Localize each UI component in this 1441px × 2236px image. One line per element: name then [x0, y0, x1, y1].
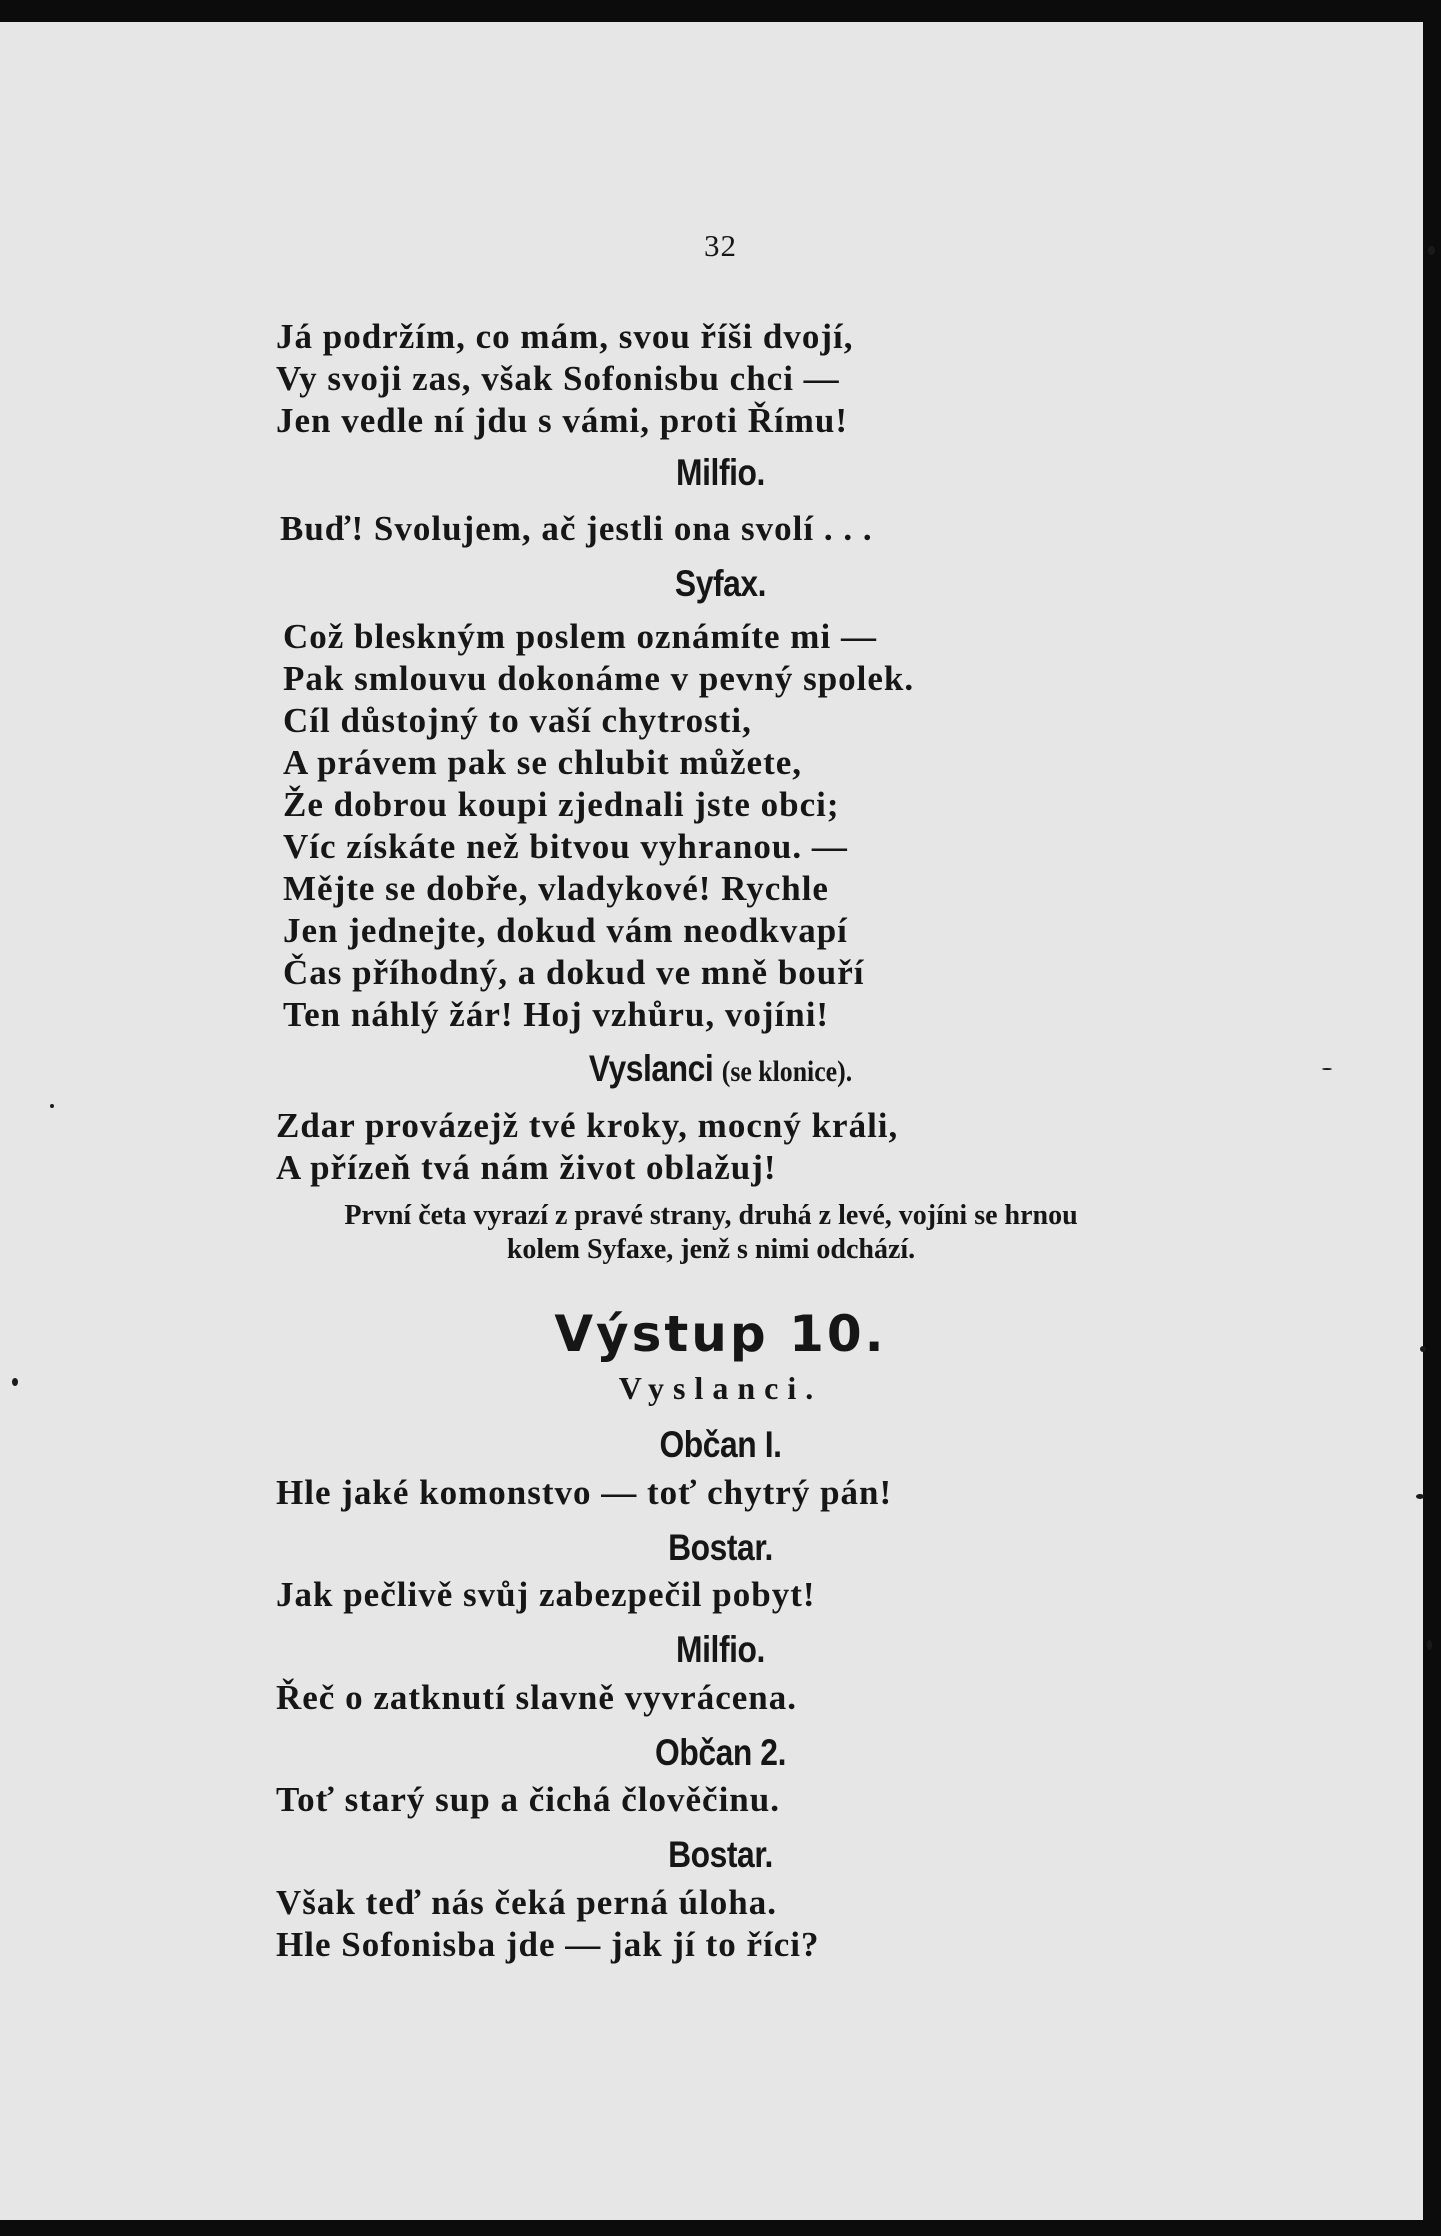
speaker-label: Vyslanci — [588, 1048, 714, 1089]
stage-aside: (se klonice). — [721, 1055, 853, 1088]
verse-line: Toť starý sup a čichá člověčinu. — [276, 1780, 780, 1819]
verse-line: Což bleskným poslem oznámíte mi — — [283, 617, 877, 656]
scan-speck — [1428, 246, 1435, 255]
verse-line: Hle jaké komonstvo — toť chytrý pán! — [276, 1473, 893, 1512]
scan-speck — [1427, 1640, 1432, 1650]
verse-line: Mějte se dobře, vladykové! Rychle — [283, 869, 829, 908]
verse-line: Cíl důstojný to vaší chytrosti, — [283, 701, 752, 740]
scan-speck — [1322, 1068, 1332, 1070]
verse-line: Zdar provázejž tvé kroky, mocný králi, — [276, 1106, 899, 1145]
verse-block — [276, 1882, 819, 1966]
page-number: 32 — [704, 228, 737, 263]
verse-block — [280, 508, 873, 550]
verse-block — [283, 616, 914, 1036]
scene-heading: Výstup 10. — [554, 1305, 887, 1363]
stage-direction-line: kolem Syfaxe, jenž s nimi odchází. — [506, 1234, 916, 1265]
verse-line: A právem pak se chlubit můžete, — [283, 743, 803, 782]
verse-line: Však teď nás čeká perná úloha. — [276, 1883, 777, 1922]
verse-line: Hle Sofonisba jde — jak jí to říci? — [276, 1925, 820, 1964]
verse-line: Víc získáte než bitvou vyhranou. — — [283, 827, 848, 866]
speaker-name: Občan 2. — [655, 1732, 786, 1773]
verse-block — [276, 1105, 898, 1189]
verse-line: Pak smlouvu dokonáme v pevný spolek. — [283, 659, 915, 698]
speaker-name: Bostar. — [668, 1527, 773, 1568]
stage-direction — [186, 1199, 1236, 1267]
verse-line: Čas příhodný, a dokud ve mně bouří — [283, 953, 865, 992]
scene-cast: Vyslanci. — [618, 1370, 823, 1406]
scan-speck — [1420, 1346, 1426, 1352]
speaker-name — [101, 1048, 1340, 1090]
verse-line: Buď! Svolujem, ač jestli ona svolí . . . — [280, 509, 873, 548]
verse-line: Řeč o zatknutí slavně vyvrácena. — [276, 1678, 797, 1717]
verse-line: A přízeň tvá nám život oblažuj! — [276, 1148, 777, 1187]
speaker-name: Bostar. — [668, 1834, 773, 1875]
verse-line: Vy svoji zas, však Sofonisbu chci — — [276, 359, 840, 398]
verse-line: Jen jednejte, dokud vám neodkvapí — [283, 911, 848, 950]
scan-speck — [50, 1104, 54, 1108]
stage-direction-line: První četa vyrazí z pravé strany, druhá z levé, vojíni se hrnou — [344, 1200, 1078, 1231]
scan-speck — [1416, 1494, 1424, 1499]
verse-line: Jak pečlivě svůj zabezpečil pobyt! — [276, 1575, 816, 1614]
speaker-name: Občan I. — [659, 1424, 782, 1465]
verse-line: Jen vedle ní jdu s vámi, proti Římu! — [276, 401, 849, 440]
verse-line: Že dobrou koupi zjednali jste obci; — [283, 785, 840, 824]
speaker-name: Milfio. — [676, 1629, 765, 1670]
verse-block — [276, 316, 854, 442]
speaker-name: Syfax. — [674, 563, 767, 604]
speaker-name: Milfio. — [676, 452, 765, 493]
verse-line: Já podržím, co mám, svou říši dvojí, — [276, 317, 854, 356]
verse-line: Ten náhlý žár! Hoj vzhůru, vojíni! — [283, 995, 830, 1034]
scan-speck — [12, 1378, 18, 1386]
